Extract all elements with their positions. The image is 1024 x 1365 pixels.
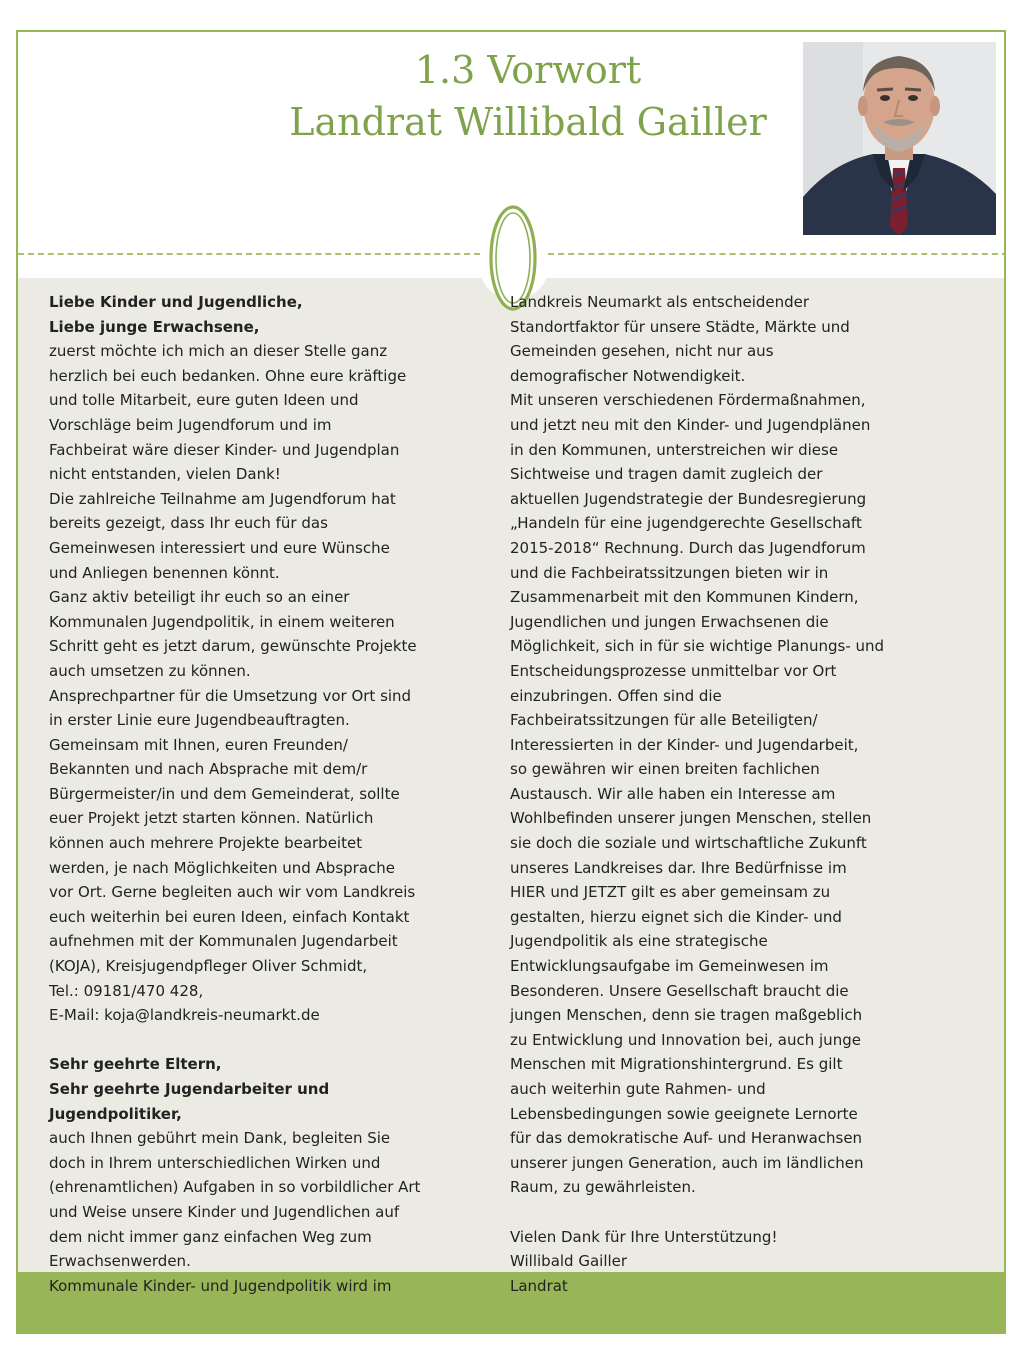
text-line: sie doch die soziale und wirtschaftliche Zukunft (510, 834, 867, 853)
text-line: Jugendlichen und jungen Erwachsenen die (510, 612, 829, 631)
text-line: können auch mehrere Projekte bearbeitet (49, 834, 363, 853)
text-line: euch weiterhin bei euren Ideen, einfach Kontakt (49, 907, 410, 926)
text-line: aktuellen Jugendstrategie der Bundesregierung (510, 489, 867, 508)
left-paragraph-1 (49, 339, 469, 1028)
text-line: nicht entstanden, vielen Dank! (49, 465, 281, 484)
divider-left (18, 253, 480, 255)
text-line: E-Mail: koja@landkreis-neumarkt.de (49, 1006, 320, 1025)
text-line: bereits gezeigt, dass Ihr euch für das (49, 514, 328, 533)
text-line: „Handeln für eine jugendgerechte Gesellschaft (510, 514, 862, 533)
text-line: in den Kommunen, unterstreichen wir diese (510, 440, 839, 459)
text-line: Interessierten in der Kinder- und Jugendarbeit, (510, 735, 859, 754)
right-column (510, 290, 930, 1298)
text-line: Lebensbedingungen sowie geeignete Lernorte (510, 1104, 858, 1123)
text-line: (KOJA), Kreisjugendpfleger Oliver Schmidt, (49, 957, 368, 976)
text-line: unseres Landkreises dar. Ihre Bedürfnisse im (510, 858, 847, 877)
portrait-photo (803, 42, 996, 235)
text-line: Tel.: 09181/470 428, (49, 981, 204, 1000)
text-line: Standortfaktor für unsere Städte, Märkte und (510, 317, 850, 336)
text-line: einzubringen. Offen sind die (510, 686, 722, 705)
text-line: herzlich bei euch bedanken. Ohne eure kräftige (49, 366, 407, 385)
text-line: doch in Ihrem unterschiedlichen Wirken und (49, 1153, 381, 1172)
text-line: und tolle Mitarbeit, eure guten Ideen und (49, 391, 359, 410)
text-line: Fachbeiratssitzungen für alle Beteiligten/ (510, 711, 818, 730)
text-line: HIER und JETZT gilt es aber gemeinsam zu (510, 883, 831, 902)
text-line: auch weiterhin gute Rahmen- und (510, 1080, 766, 1098)
text-line: 2015-2018“ Rechnung. Durch das Jugendforum (510, 538, 866, 557)
text-line: und jetzt neu mit den Kinder- und Jugendplänen (510, 415, 871, 434)
right-paragraph-1 (510, 290, 930, 1200)
text-line: Ganz aktiv beteiligt ihr euch so an einer (49, 588, 350, 607)
greeting-children: Liebe Kinder und Jugendliche, (49, 293, 303, 311)
text-line: unserer jungen Generation, auch im ländlichen (510, 1153, 864, 1172)
text-line: (ehrenamtlichen) Aufgaben in so vorbildlicher Art (49, 1178, 421, 1197)
text-line: Entscheidungsprozesse unmittelbar vor Ort (510, 661, 837, 680)
left-column (49, 290, 469, 1298)
page-subtitle: Landrat Willibald Gailler (289, 100, 767, 144)
text-line: Kommunale Kinder- und Jugendpolitik wird im (49, 1276, 392, 1295)
text-line: Raum, zu gewährleisten. (510, 1178, 696, 1197)
page-title: 1.3 Vorwort (414, 48, 642, 92)
text-line: zu Entwicklung und Innovation bei, auch junge (510, 1030, 861, 1049)
text-line: Zusammenarbeit mit den Kommunen Kindern, (510, 588, 859, 607)
signature-title: Landrat (510, 1276, 568, 1295)
text-line: werden, je nach Möglichkeiten und Absprache (49, 858, 396, 877)
greeting-youth-politicians: Jugendpolitiker, (49, 1104, 182, 1123)
text-line: Entwicklungsaufgabe im Gemeinwesen im (510, 957, 829, 976)
text-line: Kommunalen Jugendpolitik, in einem weiteren (49, 612, 395, 631)
divider-right (548, 253, 1006, 255)
text-line: Mit unseren verschiedenen Fördermaßnahmen, (510, 391, 866, 410)
text-line: Gemeinsam mit Ihnen, euren Freunden/ (49, 735, 348, 754)
text-line: Besonderen. Unsere Gesellschaft braucht die (510, 981, 849, 1000)
text-line: und Anliegen benennen könnt. (49, 563, 280, 582)
text-line: und die Fachbeiratssitzungen bieten wir in (510, 563, 829, 582)
text-line: in erster Linie eure Jugendbeauftragten. (49, 711, 350, 730)
text-line: Gemeinden gesehen, nicht nur aus (510, 342, 774, 361)
text-line: Ansprechpartner für die Umsetzung vor Ort sind (49, 686, 412, 705)
text-line: Bürgermeister/in und dem Gemeinderat, sollte (49, 784, 400, 803)
greeting-young-adults: Liebe junge Erwachsene, (49, 317, 260, 336)
text-line: Landkreis Neumarkt als entscheidender (510, 293, 810, 311)
text-line: auch umsetzen zu können. (49, 661, 251, 680)
text-line: Austausch. Wir alle haben ein Interesse am (510, 784, 836, 803)
text-line: Fachbeirat wäre dieser Kinder- und Jugendplan (49, 440, 400, 459)
greeting-parents: Sehr geehrte Eltern, (49, 1055, 222, 1074)
text-line: Menschen mit Migrationshintergrund. Es gilt (510, 1055, 843, 1074)
text-line: für das demokratische Auf- und Heranwachsen (510, 1129, 863, 1148)
text-line: auch Ihnen gebührt mein Dank, begleiten Sie (49, 1129, 391, 1148)
text-line: Wohlbefinden unserer jungen Menschen, stellen (510, 809, 872, 828)
text-line: Möglichkeit, sich in für sie wichtige Planungs- und (510, 637, 885, 656)
text-line: Bekannten und nach Absprache mit dem/r (49, 760, 368, 779)
text-line: jungen Menschen, denn sie tragen maßgeblich (510, 1006, 863, 1025)
text-line: Sichtweise und tragen damit zugleich der (510, 465, 823, 484)
text-line: Vorschläge beim Jugendforum und im (49, 415, 332, 434)
page-frame (16, 30, 1006, 1334)
text-line: Die zahlreiche Teilnahme am Jugendforum hat (49, 489, 396, 508)
text-line: Schritt geht es jetzt darum, gewünschte Projekte (49, 637, 417, 656)
text-line: gestalten, hierzu eignet sich die Kinder- und (510, 907, 842, 926)
text-line: vor Ort. Gerne begleiten auch wir vom Landkreis (49, 883, 416, 902)
text-line: dem nicht immer ganz einfachen Weg zum (49, 1227, 372, 1246)
greeting-youth-workers: Sehr geehrte Jugendarbeiter und (49, 1080, 330, 1098)
spacer (510, 1200, 930, 1225)
text-line: aufnehmen mit der Kommunalen Jugendarbeit (49, 932, 398, 951)
text-line: euer Projekt jetzt starten können. Natürlich (49, 809, 374, 828)
signature-name: Willibald Gailler (510, 1252, 628, 1271)
text-line: Gemeinwesen interessiert und eure Wünsche (49, 538, 390, 557)
text-line: so gewähren wir einen breiten fachlichen (510, 760, 820, 779)
text-line: Erwachsenwerden. (49, 1252, 191, 1271)
text-line: demografischer Notwendigkeit. (510, 366, 746, 385)
spacer (49, 1028, 469, 1053)
closing-thanks: Vielen Dank für Ihre Unterstützung! (510, 1227, 778, 1246)
left-paragraph-2 (49, 1126, 469, 1298)
text-line: und Weise unsere Kinder und Jugendlichen auf (49, 1202, 400, 1221)
text-line: zuerst möchte ich mich an dieser Stelle ganz (49, 342, 388, 361)
text-line: Jugendpolitik als eine strategische (510, 932, 768, 951)
